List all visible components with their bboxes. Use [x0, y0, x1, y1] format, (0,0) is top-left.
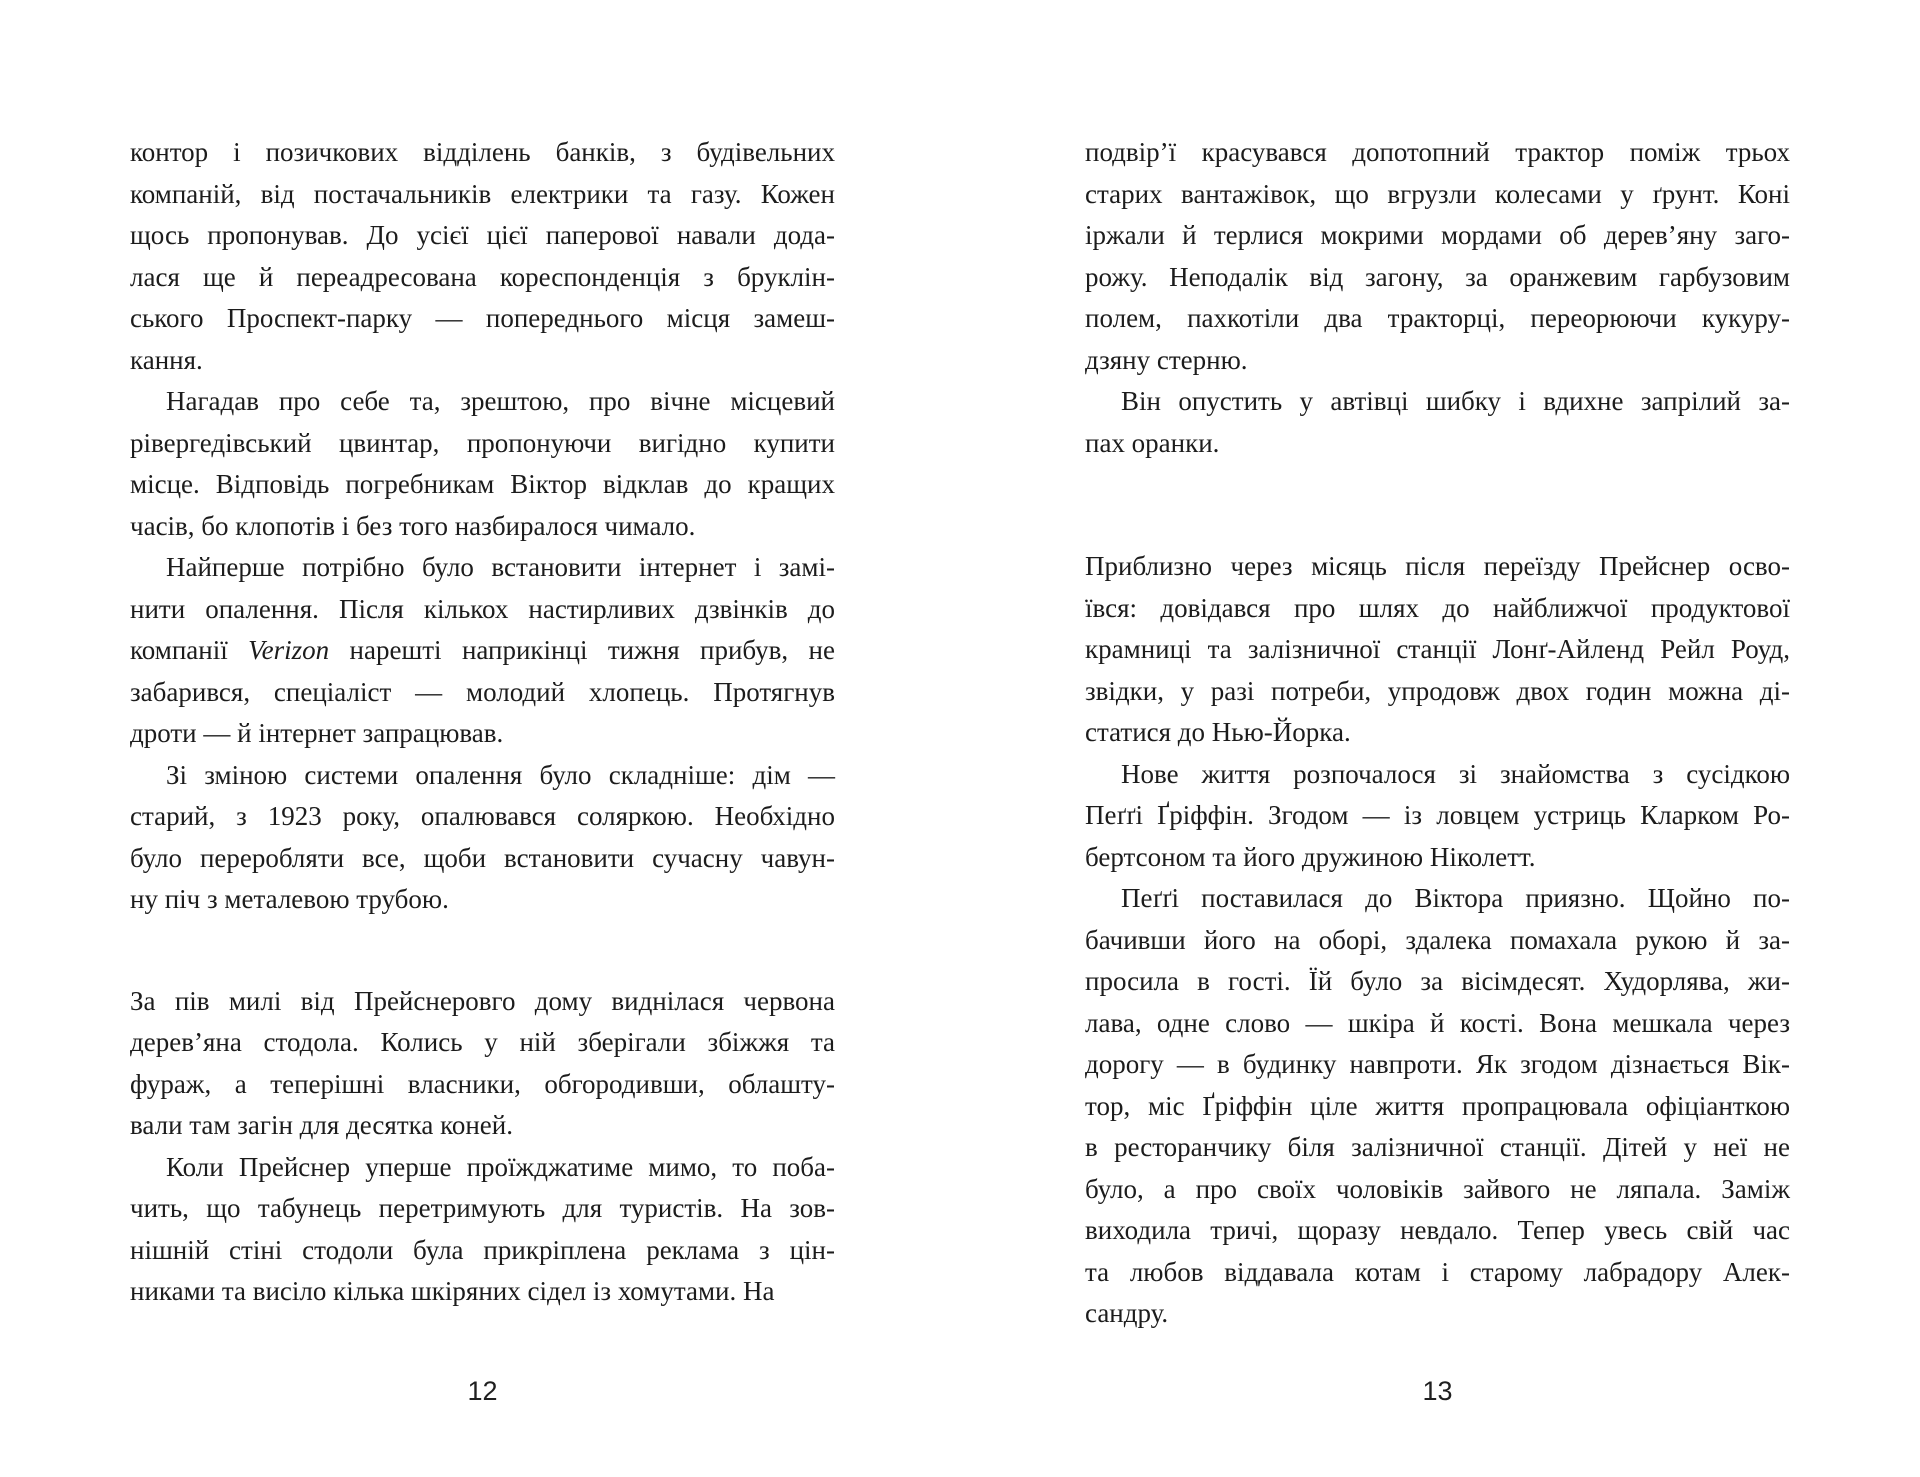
text-line: рожу. Неподалік від загону, за оранжевим гарбузовим	[1085, 261, 1790, 292]
paragraph	[130, 547, 835, 755]
text-line: ївся: довідався про шлях до найближчої продуктової	[1085, 592, 1790, 623]
text-line: Він опустить у автівці шибку і вдихне запрілий за-	[1121, 386, 1790, 416]
text-line: сандру.	[1085, 1298, 1169, 1328]
text-line: тор, міс Ґріффін ціле життя пропрацювала офіціанткою	[1085, 1090, 1790, 1121]
paragraph	[130, 755, 835, 921]
text-line: нішній стіні стодоли була прикріплена реклама з цін-	[130, 1234, 835, 1265]
text-line: Пеґґі Ґріффін. Згодом — із ловцем устриць Кларком Ро-	[1085, 800, 1790, 830]
paragraph	[130, 1147, 835, 1313]
paragraph	[1085, 132, 1790, 381]
text-line: іржали й терлися мокрими мордами об дерев’яну заго-	[1085, 220, 1790, 250]
text-line: місце. Відповідь погребникам Віктор відклав до кращих	[130, 469, 835, 499]
paragraph	[130, 381, 835, 547]
paragraph	[1085, 381, 1790, 464]
paragraph	[1085, 754, 1790, 879]
page-number-left: 12	[467, 1376, 498, 1406]
text-line: вали там загін для десятка коней.	[130, 1110, 513, 1140]
text-line: в ресторанчику біля залізничної станції. Дітей у неї не	[1085, 1132, 1790, 1162]
text-line: щось пропонував. До усієї цієї паперової навали дода-	[130, 220, 835, 250]
text-line: статися до Нью-Йорка.	[1085, 717, 1351, 747]
text-line: звідки, у разі потреби, упродовж двох годин можна ді-	[1085, 675, 1790, 706]
text-line: кання.	[130, 344, 203, 375]
text-line: та любов віддавала котам і старому лабрадору Алек-	[1085, 1256, 1790, 1287]
text-line: Нове життя розпочалося зі знайомства з сусідкою	[1121, 758, 1790, 789]
paragraph	[130, 981, 835, 1147]
text-line: нити опалення. Після кількох настирливих дзвінків до	[130, 593, 835, 624]
page-number-right: 13	[1422, 1376, 1453, 1406]
paragraph	[1085, 546, 1790, 754]
text-line: дорогу — в будинку навпроти. Як згодом дізнається Вік-	[1085, 1049, 1790, 1079]
text-line: подвір’ї красувався допотопний трактор поміж трьох	[1085, 137, 1790, 167]
text-line: бачивши його на оборі, здалека помахала рукою й за-	[1085, 924, 1790, 955]
text-line: ського Проспект-парку — попереднього місця замеш-	[130, 303, 835, 333]
text-line: рівергедівський цвинтар, пропонуючи вигідно купити	[130, 427, 835, 458]
text-line: полем, пахкотіли два тракторці, переорюючи кукуру-	[1085, 303, 1790, 333]
text-line: бертсоном та його дружиною Ніколетт.	[1085, 841, 1536, 872]
text-line: часів, бо клопотів і без того назбиралося чимало.	[130, 510, 696, 541]
paragraph	[1085, 878, 1790, 1335]
text-line: Коли Прейснер уперше проїжджатиме мимо, то поба-	[166, 1151, 835, 1182]
text-line: ну піч з металевою трубою.	[130, 884, 449, 914]
text-line: компаній, від постачальників електрики та газу. Кожен	[130, 178, 835, 209]
text-line: лася ще й переадресована кореспонденція з бруклін-	[130, 261, 835, 292]
text-line: дроти — й інтернет запрацював.	[130, 718, 504, 748]
text-line: дзяну стерню.	[1085, 344, 1248, 375]
text-line: просила в гості. Їй було за вісімдесят. Худорлява, жи-	[1085, 966, 1790, 996]
text-line: Найперше потрібно було встановити інтернет і замі-	[166, 552, 835, 582]
text-line: крамниці та залізничної станції Лонґ-Айленд Рейл Роуд,	[1085, 634, 1790, 664]
text-line: старий, з 1923 року, опалювався соляркою. Необхідно	[130, 801, 835, 831]
text-line: фураж, а теперішні власники, обгородивши, облашту-	[130, 1068, 835, 1099]
text-line: компанії Verizon нарешті наприкінці тижня прибув, не	[130, 635, 835, 665]
text-line: чить, що табунець перетримують для туристів. На зов-	[130, 1193, 835, 1223]
text-line: було переробляти все, щоби встановити сучасну чавун-	[130, 842, 835, 873]
page-left-text-column	[130, 132, 835, 1313]
text-line: никами та висіло кілька шкіряних сідел із хомутами. На	[130, 1276, 775, 1306]
page-right-text-column	[1085, 132, 1790, 1335]
text-line: лава, одне слово — шкіра й кості. Вона мешкала через	[1085, 1007, 1790, 1038]
text-line: За пів милі від Прейснеровго дому виднілася червона	[130, 985, 835, 1016]
text-line: Приблизно через місяць після переїзду Прейснер осво-	[1085, 551, 1790, 581]
text-line: забарився, спеціаліст — молодий хлопець. Протягнув	[130, 676, 835, 707]
text-line: Зі зміною системи опалення було складніше: дім —	[166, 759, 835, 790]
text-line: Нагадав про себе та, зрештою, про вічне місцевий	[166, 386, 835, 416]
text-line: старих вантажівок, що вгрузли колесами у ґрунт. Коні	[1085, 178, 1790, 209]
text-line: контор і позичкових відділень банків, з будівельних	[130, 137, 835, 167]
text-line: пах оранки.	[1085, 427, 1220, 458]
text-line: Пеґґі поставилася до Віктора приязно. Щойно по-	[1121, 883, 1790, 913]
text-line: виходила тричі, щоразу невдало. Тепер увесь свій час	[1085, 1215, 1790, 1245]
paragraph	[130, 132, 835, 381]
text-line: було, а про своїх чоловіків зайвого не ляпала. Заміж	[1085, 1173, 1790, 1204]
text-line: дерев’яна стодола. Колись у ній зберігали збіжжя та	[130, 1027, 835, 1057]
